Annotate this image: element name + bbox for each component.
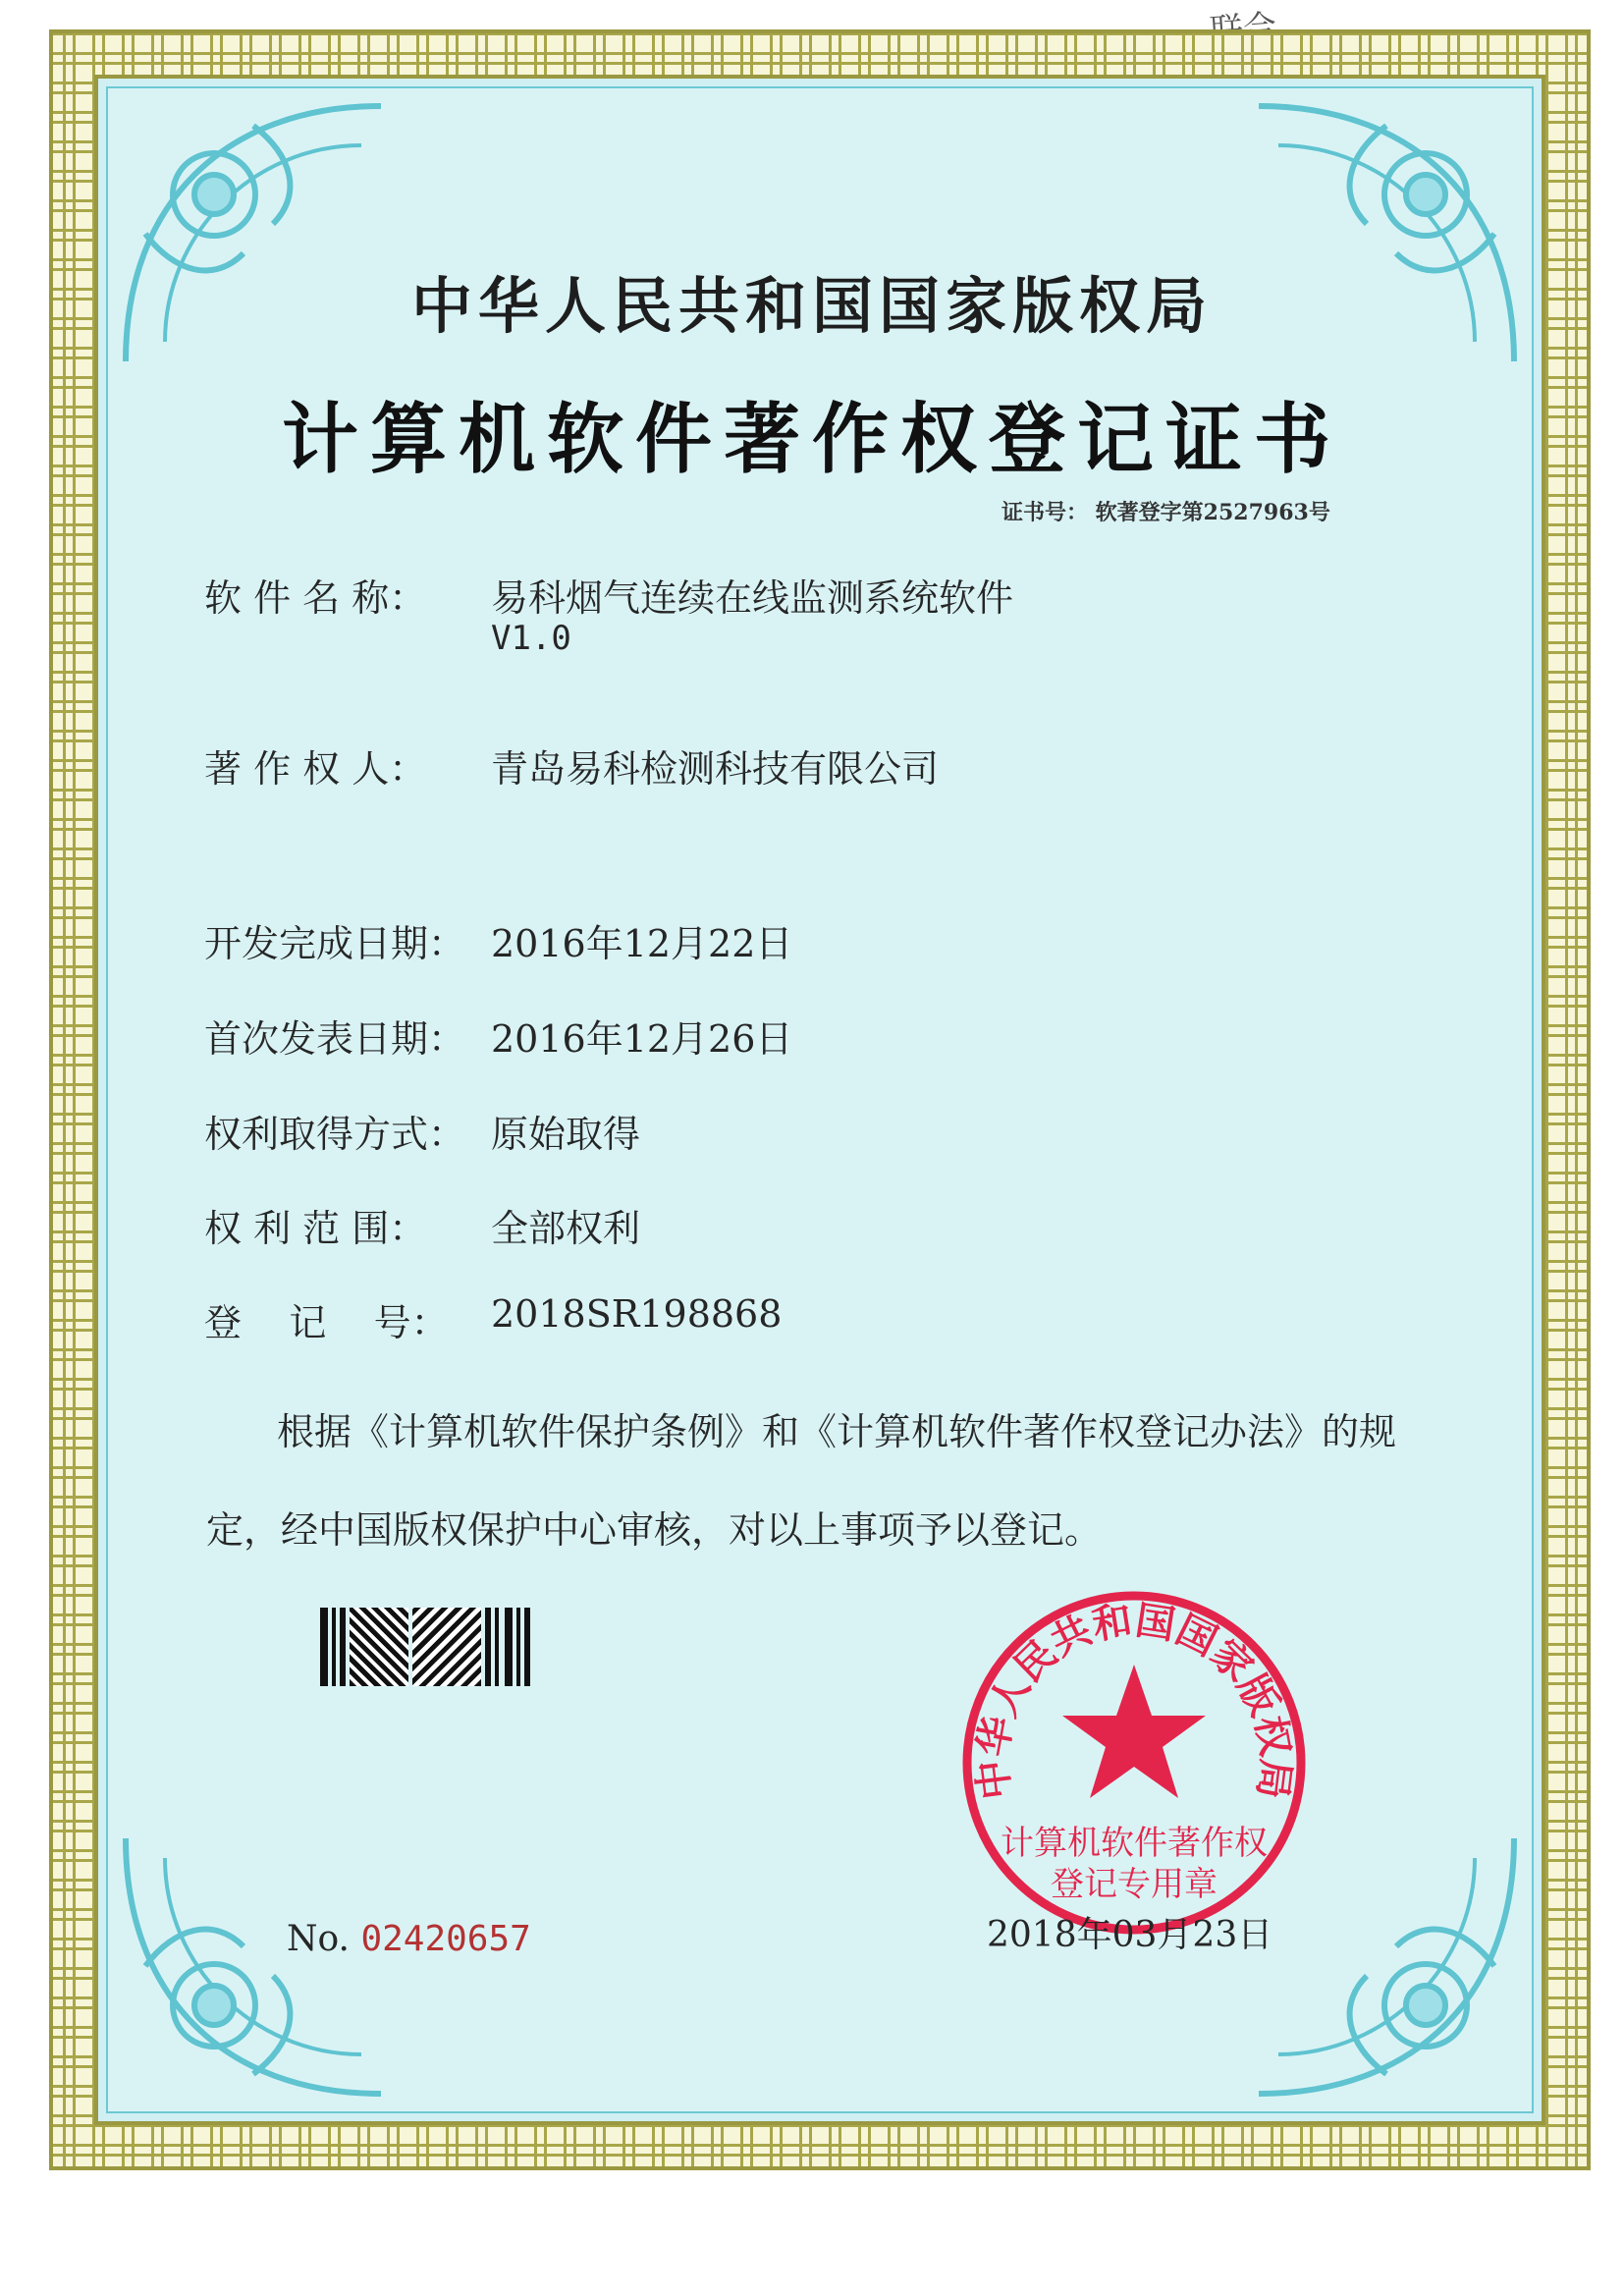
seal-line-2: 登记专用章	[1051, 1865, 1218, 1904]
barcode	[320, 1608, 548, 1686]
seal-ring-text: 中华人民共和国国家版权局	[969, 1598, 1299, 1802]
registration-statement: 根据《计算机软件保护条例》和《计算机软件著作权登记办法》的规定，经中国版权保护中心审核，对以上事项予以登记。	[206, 1410, 1397, 1552]
acquisition-label: 权利取得方式：	[204, 1113, 466, 1156]
certificate-title: 计算机软件著作权登记证书	[281, 395, 1342, 484]
software-version: V1.0	[491, 619, 571, 658]
completion-date-label: 开发完成日期：	[204, 922, 466, 965]
owner-label: 著 作 权 人：	[204, 747, 427, 791]
serial-prefix: No.	[287, 1919, 350, 1959]
first-publication-label: 首次发表日期：	[204, 1017, 466, 1061]
first-publication-date: 2016年12月26日	[491, 1017, 793, 1061]
seal-star-icon	[1062, 1665, 1206, 1798]
serial-number-block	[287, 1919, 531, 1959]
rights-scope: 全部权利	[491, 1207, 641, 1250]
issue-date: 2018年03月23日	[987, 1915, 1273, 1955]
serial-number: 02420657	[360, 1919, 531, 1959]
certificate-number: 证书号： 软著登字第2527963号	[1001, 500, 1330, 525]
acquisition-method: 原始取得	[491, 1113, 641, 1156]
copyright-owner: 青岛易科检测科技有限公司	[491, 747, 940, 791]
seal-line-1: 计算机软件著作权	[1001, 1824, 1268, 1863]
software-name-label: 软 件 名 称：	[204, 576, 427, 620]
scope-label: 权 利 范 围：	[204, 1207, 427, 1250]
completion-date: 2016年12月22日	[491, 922, 793, 965]
software-name: 易科烟气连续在线监测系统软件	[491, 576, 1014, 620]
issuing-authority: 中华人民共和国国家版权局	[410, 270, 1213, 342]
registration-label: 登 记 号：	[204, 1301, 449, 1344]
registration-number: 2018SR198868	[491, 1292, 783, 1336]
corner-ornament-bottom-left	[106, 1819, 401, 2113]
official-seal	[957, 1586, 1311, 1940]
